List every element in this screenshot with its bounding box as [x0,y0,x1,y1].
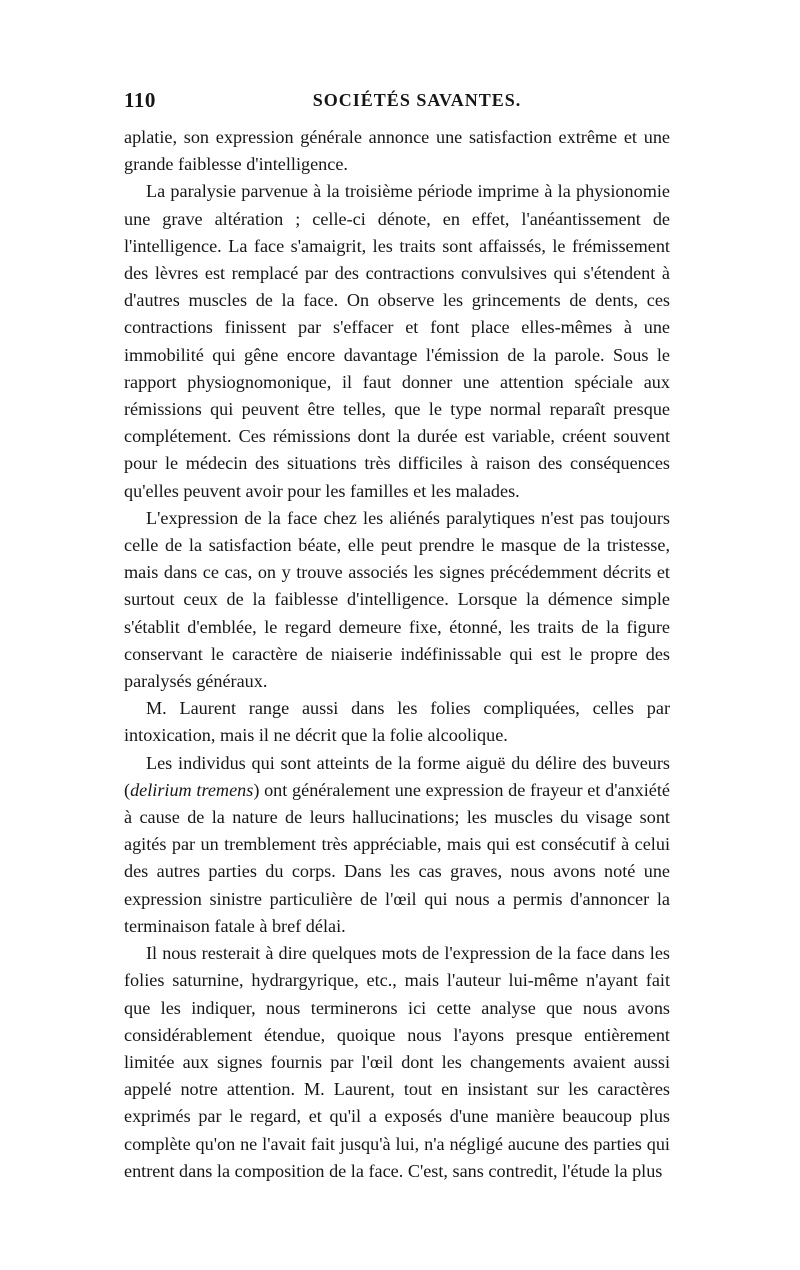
running-title: SOCIÉTÉS SAVANTES. [312,90,522,110]
paragraph-other-madness: Il nous resterait à dire quelques mots de l'expression de la face dans les folies saturnine, hydrargyrique, etc., mais l'auteur lui-même n'ayant fait que les indiquer, nous terminerons ici cette analyse que nous avons considérablement étendue, quoique nous l'ayons presque entièrement limitée aux signes fournis par l'œil dont les changements avaient aussi appelé notre attention. M. Laurent, tout en insistant sur les caractères exprimés par le regard, et qu'il a exposés d'une manière beaucoup plus complète qu'on ne l'avait fait jusqu'à lui, n'a négligé aucune des parties qui entrent dans la composition de la face. C'est, sans contredit, l'étude la plus [124,943,670,1181]
paragraph-paralysis-third-period: La paralysie parvenue à la troisième période imprime à la physionomie une grave altération ; celle-ci dénote, en effet, l'anéantissement de l'intelligence. La face s'amaigrit, les traits sont affaissés, le frémissement des lèvres est remplacé par des contractions convulsives qui s'étendent à d'autres muscles de la face. On observe les grincements de dents, ces contractions finissent par s'effacer et font place elles-mêmes à une immobilité qui gêne encore davantage l'émission de la parole. Sous le rapport physiognomonique, il faut donner une attention spéciale aux rémissions qui peuvent être telles, que le type normal reparaît presque complétement. Ces rémissions dont la durée est variable, créent souvent pour le médecin des situations très difficiles à raison des conséquences qu'elles peuvent avoir pour les familles et les malades. [124,181,670,501]
delirium-tremens-italic: delirium tremens [130,779,254,800]
body-text [124,124,670,1185]
delirium-text-after: ) ont généralement une expression de frayeur et d'anxiété à cause de la nature de leurs hallucinations; les muscles du visage sont agités par un tremblement très appréciable, mais qui est consécutif à celui des autres parties du corps. Dans les cas graves, nous avons noté une expression sinistre particulière de l'œil qui nous a permis d'annoncer la terminaison fatale à bref délai. [124,779,670,936]
paragraph-paralytic-expression: L'expression de la face chez les aliénés paralytiques n'est pas toujours celle de la satisfaction béate, elle peut prendre le masque de la tristesse, mais dans ce cas, on y trouve associés les signes précédemment décrits et surtout ceux de la faiblesse d'intelligence. Lorsque la démence simple s'établit d'emblée, le regard demeure fixe, étonné, les traits de la figure conservant le caractère de niaiserie indéfinissable qui est le propre des paralysés généraux. [124,507,670,692]
page-number: 110 [124,88,156,112]
delirium-text-before: Les individus qui sont atteints de la forme aiguë du délire des buveurs ( [124,752,670,800]
paragraph-intoxication: M. Laurent range aussi dans les folies compliquées, celles par intoxication, mais il ne décrit que la folie alcoolique. [124,698,670,746]
paragraph-delirium-tremens [124,750,670,940]
page-header [124,88,670,118]
paragraph-continuation: aplatie, son expression générale annonce une satisfaction extrême et une grande faiblesse d'intelligence. [124,127,670,175]
